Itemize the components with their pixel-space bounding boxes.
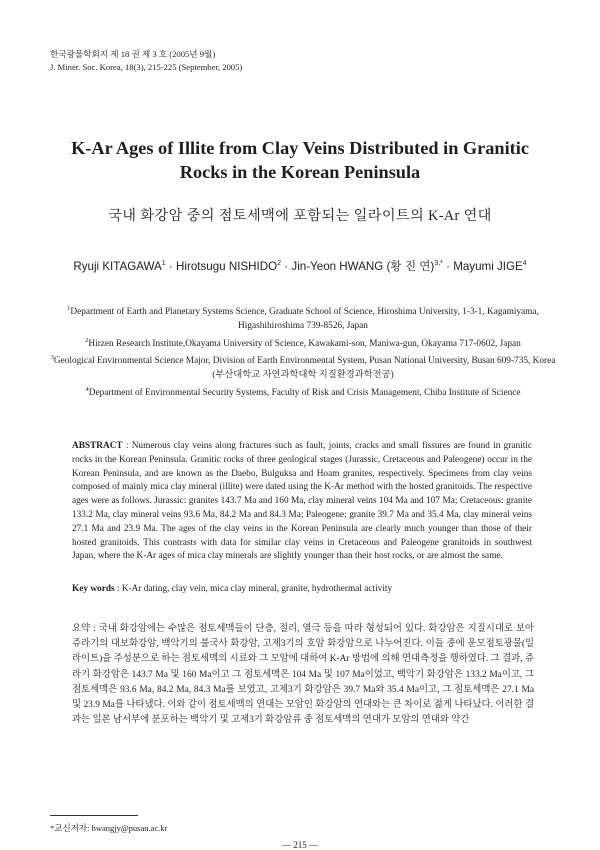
affiliation-text: Department of Earth and Planetary Systems Science, Graduate School of Science, Hiroshima University, 1-3-1, Kagamiyama, Higashihiroshima 739-8526, Japan	[70, 307, 539, 331]
korean-summary: 요약 : 국내 화강암에는 수많은 점토세맥들이 단층, 절리, 열극 등을 따라 형성되어 있다. 화강암은 지질시대로 보아 쥬라기의 대보화강암, 백악기의 불국사 화강암, 고제3기의 호암 화강암으로 나누어진다. 이들 중에 운모점토광물(일라이트)을 주성분으로 하는 점토세맥의 시료와 그 모암에 대하여 K-Ar 방법에 의해 연대측정을 행하였다. 그 결과, 쥬라기 화강암은 143.7 Ma 및 160 Ma이고 그 점토세맥은 104 Ma 및 107 Ma이었고, 백악기 화강암은 133.2 Ma이고, 그 점토세맥은 93.6 Ma, 84.2 Ma, 84.3 Ma를 보였고, 고제3기 화강암은 39.7 Ma와 35.4 Ma이고, 그 점토세맥은 27.1 Ma 및 23.9 Ma를 나타냈다. 이와 같이 점토세맥의 연대는 모암인 화강암의 연대와는 큰 차이로 젊게 나타났다. 이러한 결과는 일본 남서부에 분포하는 백악기 및 고제3기 화강암류 중 점토세맥의 연대가 모암의 연대와 약간	[72, 624, 534, 726]
paper-title-english	[20, 136, 580, 184]
page-number: — 215 —	[282, 840, 318, 850]
summary-label: 요약	[72, 624, 91, 634]
footnote-divider	[50, 815, 138, 816]
author-name: Hirotsugu NISHIDO	[176, 260, 278, 273]
author-list	[20, 258, 580, 274]
author-affiliation-mark: 4	[522, 260, 527, 268]
affiliations	[44, 302, 562, 401]
abstract-text: Numerous clay veins along fractures such as fault, joints, cracks and small fissures are found in granitic rocks in the Korean Peninsula. Granitic rocks of three geological stages (Jurassic, Cretaceous and Paleogene) occur in the Korean Peninsula, and are known as the Daebo, Bulguksa and Hoam granites, respectively. Specimens from clay veins composed of mainly mica clay mineral (illite) were dated using the K-Ar method with the hosted granitoids. The respective ages were as follows. Jurassic: granites 143.7 Ma and 160 Ma, clay mineral veins 104 Ma and 107 Ma; Cretaceous: granite 133.2 Ma, clay mineral veins 93.6 Ma, 84.2 Ma and 84.3 Ma; Paleogene: granite 39.7 Ma and 35.4 Ma, clay mineral veins 27.1 Ma and 23.9 Ma. The ages of the clay veins in the Korean Peninsula are clearly much younger than those of their hosted granitoids. This contrasts with data for similar clay veins in Cretaceous and Paleogene granitoids in southwest Japan, where the K-Ar ages of mica clay minerals are slightly younger than their host rocks, or are almost the same.	[72, 441, 532, 562]
author-name: Mayumi JIGE	[453, 260, 523, 273]
paper-title-korean: 국내 화강암 중의 점토세맥에 포함되는 일라이트의 K-Ar 연대	[108, 208, 492, 224]
abstract: ABSTRACT : Numerous clay veins along fractures such as fault, joints, cracks and small fissures are found in granitic rocks in the Korean Peninsula. Granitic rocks of three geological stages (Jurassic, Cretaceous and Paleogene) occur in the Korean Peninsula, and are known as the Daebo, Bulguksa and Hoam granites, respectively. Specimens from clay veins composed of mainly mica clay mineral (illite) were dated using the K-Ar method with the hosted granitoids. The respective ages were as follows. Jurassic: granites 143.7 Ma and 160 Ma, clay mineral veins 104 Ma and 107 Ma; Cretaceous: granite 133.2 Ma, clay mineral veins 93.6 Ma, 84.2 Ma and 84.3 Ma; Paleogene: granite 39.7 Ma and 35.4 Ma, clay mineral veins 27.1 Ma and 23.9 Ma. The ages of the clay veins in the Korean Peninsula are clearly much younger than those of their hosted granitoids. This contrasts with data for similar clay veins in Cretaceous and Paleogene granitoids in southwest Japan, where the K-Ar ages of mica clay minerals are slightly younger than their host rocks, or are almost the same.	[72, 441, 532, 562]
summary-text: 국내 화강암에는 수많은 점토세맥들이 단층, 절리, 열극 등을 따라 형성되어 있다. 화강암은 지질시대로 보아 쥬라기의 대보화강암, 백악기의 불국사 화강암, 고제3기의 호암 화강암으로 나누어진다. 이들 중에 운모점토광물(일라이트)을 주성분으로 하는 점토세맥의 시료와 그 모암에 대하여 K-Ar 방법에 의해 연대측정을 행하였다. 그 결과, 쥬라기 화강암은 143.7 Ma 및 160 Ma이고 그 점토세맥은 104 Ma 및 107 Ma이었고, 백악기 화강암은 133.2 Ma이고, 그 점토세맥은 93.6 Ma, 84.2 Ma, 84.3 Ma를 보였고, 고제3기 화강암은 39.7 Ma와 35.4 Ma이고, 그 점토세맥은 27.1 Ma 및 23.9 Ma를 나타냈다. 이와 같이 점토세맥의 연대는 모암인 화강암의 연대와는 큰 차이로 젊게 나타났다. 이러한 결과는 일본 남서부에 분포하는 백악기 및 고제3기 화강암류 중 점토세맥의 연대가 모암의 연대와 약간	[72, 624, 534, 726]
author-name: Jin-Yeon HWANG (황 진 연)	[291, 260, 435, 273]
affiliation-mark: 1	[67, 305, 71, 312]
affiliation-text: (부산대학교 자연과학대학 지질환경과학전공)	[212, 370, 394, 381]
journal-header	[50, 48, 242, 73]
affiliation-mark: 2	[85, 336, 89, 344]
affiliation-1	[44, 302, 562, 334]
affiliation-text: Department of Environmental Security Systems, Faculty of Risk and Crisis Management, Chiba Institute of Science	[88, 387, 521, 398]
affiliation-mark: 4	[85, 385, 89, 393]
affiliation-text: Geological Environmental Science Major, Division of Earth Environmental System, Pusan National University, Busan 609-735, Korea	[53, 356, 556, 367]
keywords-text: K-Ar dating, clay vein, mica clay mineral, granite, hydrothermal activity	[121, 584, 393, 594]
keywords-label: Key words	[72, 584, 115, 594]
author-separator: ·	[442, 260, 454, 273]
journal-citation-korean: 한국광물학회지 제 18 권 제 3 호 (2005년 9월)	[50, 49, 216, 59]
author-affiliation-mark: 1	[161, 260, 166, 268]
affiliation-mark: 3	[50, 354, 54, 362]
keywords: Key words : K-Ar dating, clay vein, mica clay mineral, granite, hydrothermal activity	[72, 584, 393, 594]
affiliation-3	[44, 351, 562, 369]
affiliation-4	[44, 383, 562, 401]
title-line-2: Rocks in the Korean Peninsula	[179, 162, 421, 182]
author-affiliation-mark: 2	[277, 260, 282, 268]
author-separator: ·	[165, 260, 177, 273]
author-affiliation-mark: 3,*	[434, 260, 443, 268]
corresponding-author-footnote: *교신저자: hwangjy@pusan.ac.kr	[50, 823, 168, 833]
journal-citation-english: J. Miner. Soc. Korea, 18(3), 215-225 (September, 2005)	[50, 61, 243, 72]
affiliation-text: Hirzen Research Institute,Okayama University of Science, Kawakami-son, Maniwa-gun, Okayama 717-0602, Japan	[88, 338, 521, 349]
affiliation-2	[44, 334, 562, 352]
abstract-label: ABSTRACT	[72, 441, 123, 451]
author-separator: ·	[281, 260, 292, 273]
affiliation-3-korean	[44, 369, 562, 383]
title-line-1: K-Ar Ages of Illite from Clay Veins Distributed in Granitic	[71, 138, 529, 158]
author-name: Ryuji KITAGAWA	[73, 260, 162, 273]
